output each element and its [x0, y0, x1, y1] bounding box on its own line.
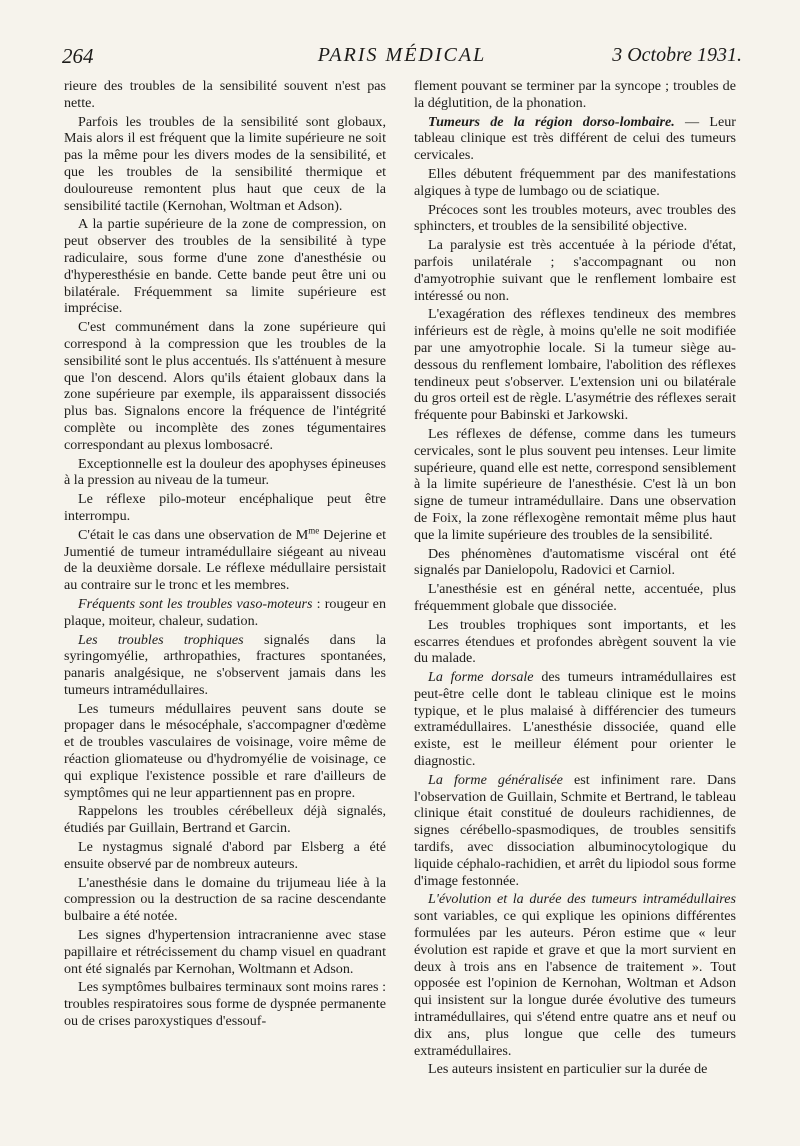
paragraph — [414, 114, 736, 164]
paragraph: Les réflexes de défense, comme dans les tumeurs cervicales, sont le plus souvent peu intenses. Leur limite supérieure, quand elle est nette, correspond sensiblement à la limite supérieure de l'anesthésie. C'est là un bon signe de tumeur intramédullaire. Dans une observation de Foix, la zone réflexogène remontait même plus haut que la limite supérieure des troubles de la sensibilité. — [414, 425, 736, 543]
paragraph: L'exagération des réflexes tendineux des membres inférieurs est de règle, à moins qu'elle ne soit modifiée par une amyotrophie locale. Si la tumeur siège au-dessous du renflement lombaire, l'abolition des réflexes tendineux peut s'observer. L'extension uni ou bilatérale du gros orteil est de règle. L'asymétrie des réflexes serait fréquente pour Babinski et Jarkowski. — [414, 306, 736, 424]
text-run: des tumeurs intramédullaires est peut-être celle dont le tableau clinique est le moins typique, et le plus malaisé à différencier des tumeurs extramédullaires. L'anesthésie dissociée, quand elle existe, est le meilleur élément pour orienter le diagnostic. — [414, 669, 736, 770]
paragraph — [414, 772, 736, 890]
text-run: sont variables, ce qui explique les opinions différentes formulées par les auteurs. Péron estime que « leur évolution est rapide et grave et que la mort survient en deux à trois ans en l'absence de traitement ». Tout opposée est l'opinion de Kernohan, Woltman et Adson qui insistent sur la longue durée évolutive des tumeurs intramédullaires, qui s'étend entre quatre ans et neuf ou dix ans, plus longue que celle des tumeurs extramédullaires. — [414, 908, 736, 1059]
italic-lead: Fréquents sont les troubles vaso-moteurs — [78, 595, 313, 612]
paragraph: Des phénomènes d'automatisme viscéral ont été signalés par Danielopolu, Radovici et Carniol. — [414, 545, 736, 579]
running-header — [62, 40, 742, 74]
italic-lead: La forme dorsale — [428, 669, 534, 686]
paragraph: Exceptionnelle est la douleur des apophyses épineuses à la pression au niveau de la tumeur. — [64, 455, 386, 489]
paragraph — [64, 632, 386, 699]
text-run: signalés dans la syringomyélie, arthropathies, fractures spontanées, panaris analgésique, ne s'observent jamais dans les tumeurs intramédullaires. — [64, 631, 386, 698]
paragraph: L'anesthésie dans le domaine du trijumeau liée à la compression ou la destruction de sa racine descendante bulbaire a été notée. — [64, 874, 386, 925]
paragraph: Le nystagmus signalé d'abord par Elsberg a été ensuite observé par de nombreux auteurs. — [64, 839, 386, 872]
paragraph — [64, 527, 386, 594]
text-run: Dejerine et Jumentié de tumeur intramédullaire siégeant au niveau de la deuxième dorsale. Le réflexe médullaire persistait au contraire sur le tronc et les membres. — [64, 526, 386, 594]
paragraph: Les signes d'hypertension intracranienne avec stase papillaire et rétrécissement du champ visuel en quadrant ont été signalés par Kernohan, Woltmann et Adson. — [64, 927, 386, 977]
paragraph: rieure des troubles de la sensibilité souvent n'est pas nette. — [64, 78, 386, 111]
paragraph: L'anesthésie est en général nette, accentuée, plus fréquemment globale que dissociée. — [414, 581, 736, 614]
text-run: — Leur tableau clinique est très différent de celui des tumeurs cervicales. — [414, 113, 736, 164]
paragraph — [414, 669, 736, 770]
journal-title: PARIS MÉDICAL — [317, 44, 487, 66]
text-run: est infiniment rare. Dans l'observation de Guillain, Schmite et Bertrand, le tableau clinique était constitué de douleurs rachidiennes, de signes cérébello-spasmodiques, de troubles sensitifs tardifs, avec dissociation albuminocytologique du liquide céphalo-rachidien, et arrêt du lipiodol sous forme d'image festonnée. — [414, 771, 736, 889]
paragraph: Les tumeurs médullaires peuvent sans doute se propager dans le mésocéphale, s'accompagner d'œdème et de troubles vasculaires de voisinage, voire même de réaction gliomateuse ou d'hydromyélie de voisinage, ce qui explique l'existence possible et rare d'ailleurs de symptômes qui ne leur appartiennent pas en propre. — [64, 700, 386, 801]
text-run: C'était le cas dans une observation de M — [78, 526, 309, 543]
superscript: me — [308, 525, 320, 536]
paragraph: C'est communément dans la zone supérieure qui correspond à la compression que les troubles de la sensibilité sont le plus accentués. Ils s'atténuent à mesure que l'on descend. Alors qu'ils étaient globaux dans la zone supérieure par exemple, ils apparaissent dissociés plus bas. Signalons encore la fréquence de l'intégrité complète ou incomplète des zones tégumentaires correspondant au plexus lombosacré. — [64, 319, 386, 453]
page-number: 264 — [62, 44, 94, 68]
paragraph: Les symptômes bulbaires terminaux sont moins rares : troubles respiratoires sous forme de dyspnée permanente ou de crises paroxystiques d'essouf- — [64, 979, 386, 1030]
right-column — [414, 78, 736, 1080]
paragraph: La paralysie est très accentuée à la période d'état, parfois unilatérale ; s'accompagnant ou non d'amyotrophie suivant que le renflement lombaire est intéressé ou non. — [414, 237, 736, 304]
paragraph: Le réflexe pilo-moteur encéphalique peut être interrompu. — [64, 491, 386, 524]
issue-date: 3 Octobre 1931. — [612, 44, 742, 66]
paragraph: Elles débutent fréquemment par des manifestations algiques à type de lumbago ou de sciatique. — [414, 165, 736, 199]
paragraph: Parfois les troubles de la sensibilité sont globaux, Mais alors il est fréquent que la limite supérieure ne soit pas la même pour les divers modes de la sensibilité, et que les troubles de la sensibilité thermique et douloureuse remontent plus haut que ceux de la sensibilité tactile (Kernohan, Woltman et Adson). — [64, 113, 386, 214]
paragraph — [64, 596, 386, 630]
italic-lead: Les troubles trophiques — [78, 631, 244, 648]
paragraph: Les auteurs insistent en particulier sur la durée de — [428, 1061, 708, 1078]
paragraph: Précoces sont les troubles moteurs, avec troubles des sphincters, et troubles de la sensibilité objective. — [414, 201, 736, 235]
paragraph: Les troubles trophiques sont importants, et les escarres étendues et profondes abrègent souvent la vie du malade. — [414, 616, 736, 667]
italic-lead: L'évolution et la durée des tumeurs intramédullaires — [428, 891, 736, 908]
paragraph: flement pouvant se terminer par la syncope ; troubles de la déglutition, de la phonation. — [414, 78, 736, 111]
italic-lead: La forme généralisée — [428, 771, 563, 788]
section-heading: Tumeurs de la région dorso-lombaire. — [428, 113, 675, 130]
paragraph — [414, 891, 736, 1059]
paragraph: Rappelons les troubles cérébelleux déjà signalés, étudiés par Guillain, Bertrand et Garcin. — [64, 803, 386, 837]
text-run: : rougeur en plaque, moiteur, chaleur, sudation. — [64, 595, 386, 629]
left-column — [64, 78, 386, 1032]
paragraph: A la partie supérieure de la zone de compression, on peut observer des troubles de la sensibilité à type radiculaire, sous forme d'une zone d'anesthésie ou d'hyperesthésie en bande. Cette bande peut être uni ou bilatérale. Fréquemment sa limite supérieure est imprécise. — [64, 216, 386, 317]
